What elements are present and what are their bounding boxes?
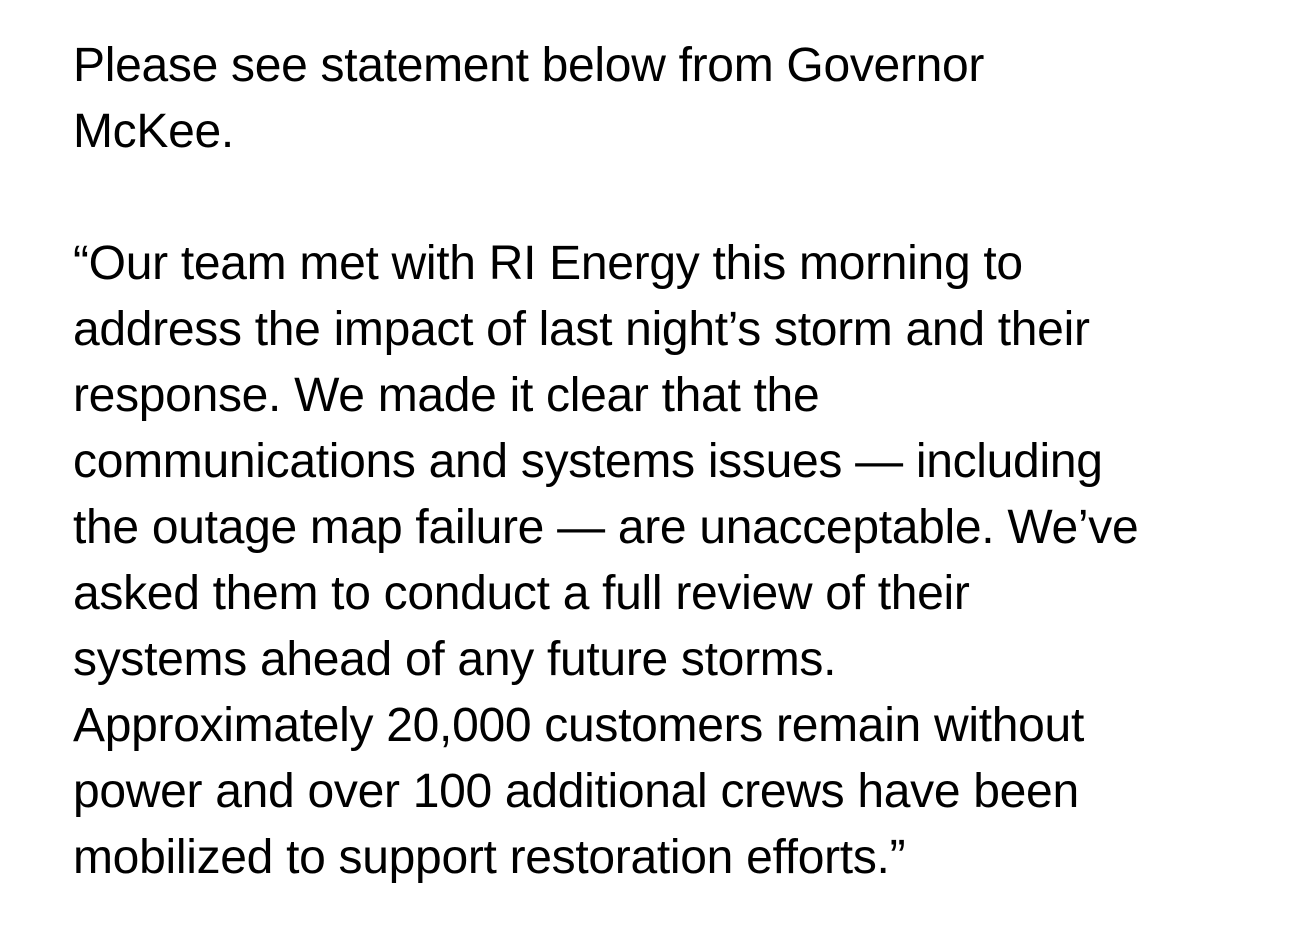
- message-body: [73, 33, 1253, 891]
- governor-statement: “Our team met with RI Energy this morning to address the impact of last night’s storm and their response. We made it clear that the communications and systems issues — including the outage map failure — are unacceptable. We’ve asked them to conduct a full review of their systems ahead of any future storms. Approximately 20,000 customers remain without power and over 100 additional crews have been mobilized to support restoration efforts.”: [73, 237, 1139, 884]
- paragraph-spacer: [73, 165, 1253, 231]
- intro-text: Please see statement below from Governor McKee.: [73, 39, 985, 158]
